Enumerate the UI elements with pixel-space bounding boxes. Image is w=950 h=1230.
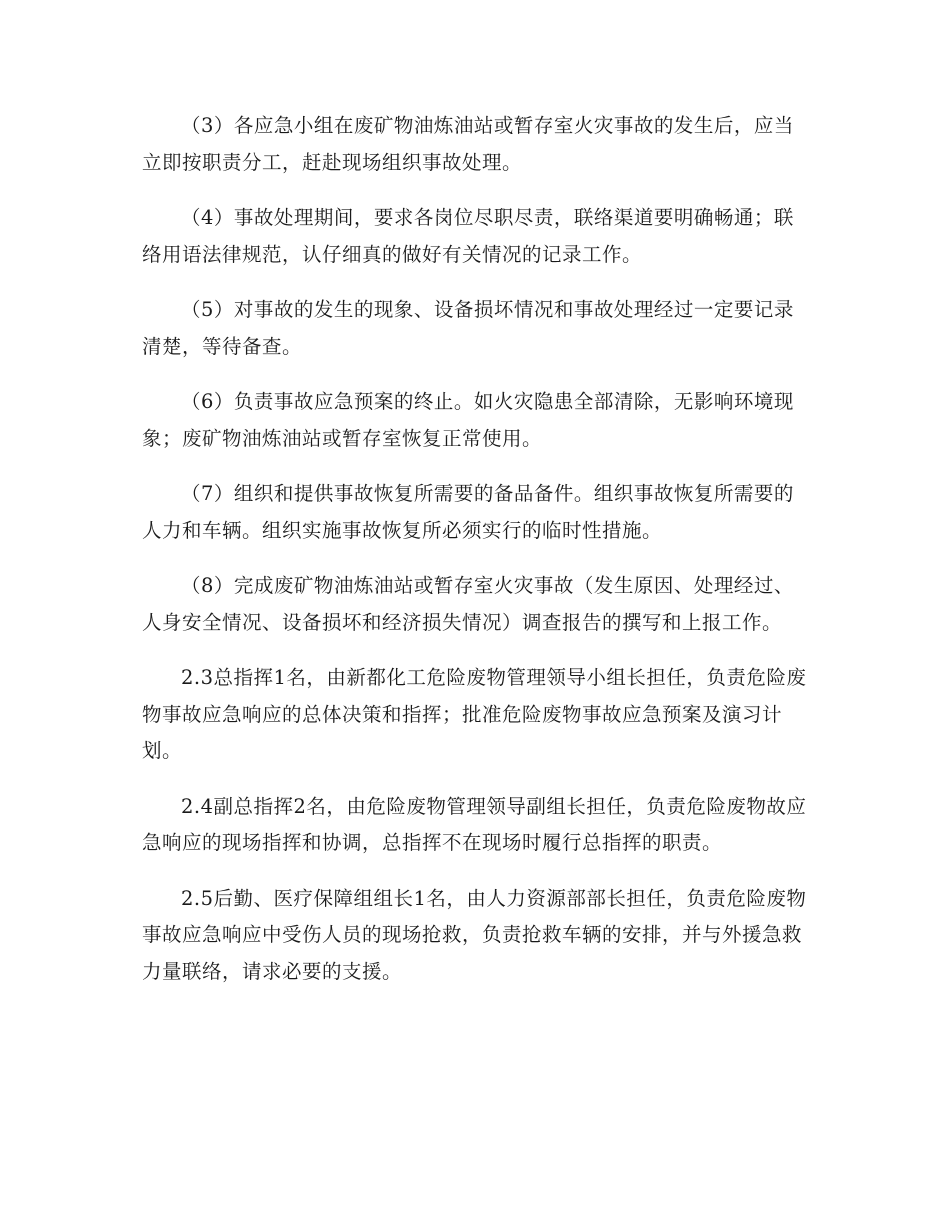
paragraph-item-3: （3）各应急小组在废矿物油炼油站或暂存室火灾事故的发生后，应当立即按职责分工，赶赴现场组织事故处理。	[142, 114, 794, 174]
paragraph-item-4: （4）事故处理期间，要求各岗位尽职尽责，联络渠道要明确畅通；联络用语法律规范，认仔细真的做好有关情况的记录工作。	[142, 206, 794, 266]
document-body	[142, 108, 810, 1009]
paragraph-section-2-5: 2.5后勤、医疗保障组组长1名，由人力资源部部长担任，负责危险废物事故应急响应中受伤人员的现场抢救，负责抢救车辆的安排，并与外援急救力量联络，请求必要的支援。	[142, 886, 807, 983]
paragraph-item-5: （5）对事故的发生的现象、设备损坏情况和事故处理经过一定要记录清楚，等待备查。	[142, 298, 794, 358]
paragraph-item-8: （8）完成废矿物油炼油站或暂存室火灾事故（发生原因、处理经过、人身安全情况、设备损坏和经济损失情况）调查报告的撰写和上报工作。	[142, 574, 794, 634]
paragraph-section-2-4: 2.4副总指挥2名，由危险废物管理领导副组长担任，负责危险废物故应急响应的现场指挥和协调，总指挥不在现场时履行总指挥的职责。	[142, 794, 807, 854]
paragraph-section-2-3: 2.3总指挥1名，由新都化工危险废物管理领导小组长担任，负责危险废物事故应急响应的总体决策和指挥；批准危险废物事故应急预案及演习计划。	[142, 666, 807, 762]
paragraph-item-6: （6）负责事故应急预案的终止。如火灾隐患全部清除，无影响环境现象；废矿物油炼油站或暂存室恢复正常使用。	[142, 390, 794, 450]
paragraph-item-7: （7）组织和提供事故恢复所需要的备品备件。组织事故恢复所需要的人力和车辆。组织实施事故恢复所必须实行的临时性措施。	[142, 482, 794, 542]
